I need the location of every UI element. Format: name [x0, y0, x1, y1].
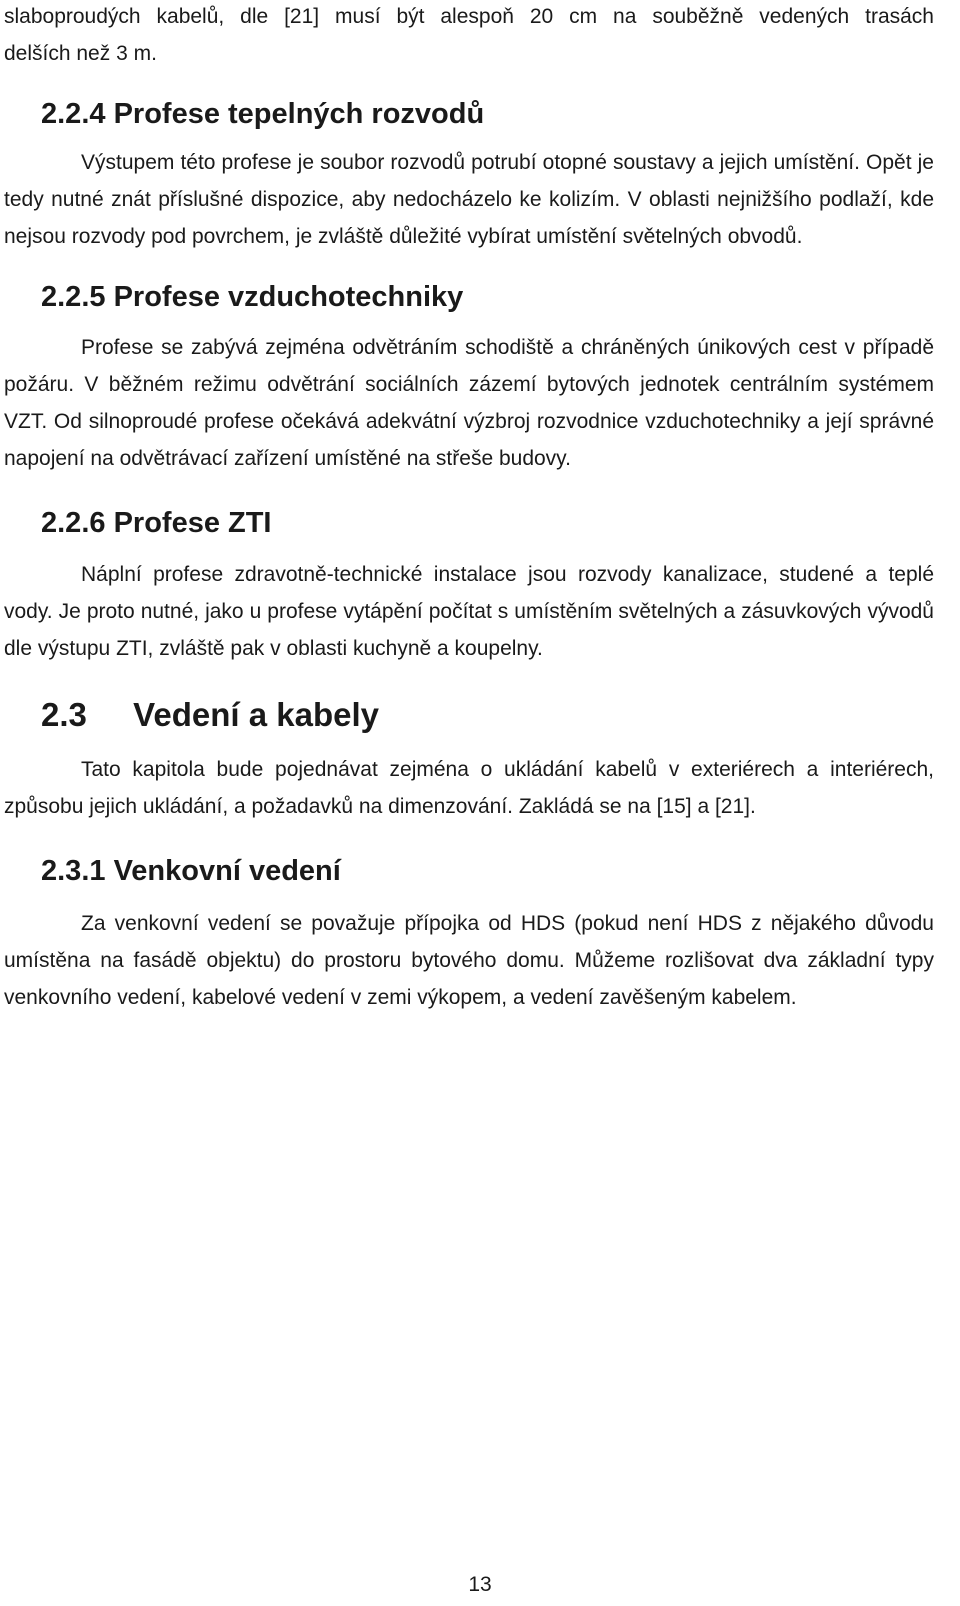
heading-2-3	[4, 693, 934, 737]
section-title: Vedení a kabely	[133, 696, 379, 733]
paragraph-2-2-4: Výstupem této profese je soubor rozvodů potrubí otopné soustavy a jejich umístění. Opět je tedy nutné znát příslušné dispozice, aby nedocházelo ke kolizím. V oblasti nejnižšího podlaží, kde nejsou rozvody pod povrchem, je zvláště důležité vybírat umístění světelných obvodů.	[4, 151, 934, 248]
intro-paragraph	[4, 0, 934, 72]
section-title: Profese ZTI	[113, 507, 272, 539]
heading-2-2-6	[4, 503, 934, 543]
document-page	[4, 0, 934, 1016]
section-number: 2.3	[41, 696, 87, 733]
section-title: Venkovní vedení	[113, 855, 341, 887]
section-number: 2.3.1	[41, 855, 106, 887]
intro-line-2: delších než 3 m.	[4, 42, 157, 65]
section-number: 2.2.4	[41, 98, 106, 130]
section-number: 2.2.5	[41, 281, 106, 313]
heading-2-2-5	[4, 277, 934, 317]
section-title: Profese tepelných rozvodů	[113, 98, 485, 130]
page-number: 13	[468, 1573, 492, 1596]
intro-line-1: slaboproudých kabelů, dle [21] musí být alespoň 20 cm na souběžně vedených trasách	[4, 5, 934, 28]
paragraph-2-3-1: Za venkovní vedení se považuje přípojka od HDS (pokud není HDS z nějakého důvodu umístěna na fasádě objektu) do prostoru bytového domu. Můžeme rozlišovat dva základní typy venkovního vedení, kabelové vedení v zemi výkopem, a vedení zavěšeným kabelem.	[4, 912, 934, 1009]
paragraph-2-3: Tato kapitola bude pojednávat zejména o ukládání kabelů v exteriérech a interiérech, způsobu jejich ukládání, a požadavků na dimenzování. Zakládá se na [15] a [21].	[4, 758, 934, 818]
section-title: Profese vzduchotechniky	[113, 281, 464, 313]
paragraph-2-2-6: Náplní profese zdravotně-technické instalace jsou rozvody kanalizace, studené a teplé vody. Je proto nutné, jako u profese vytápění počítat s umístěním světelných a zásuvkových vývodů dle výstupu ZTI, zvláště pak v oblasti kuchyně a koupelny.	[4, 563, 934, 660]
heading-2-3-1	[4, 851, 934, 891]
paragraph-2-2-5: Profese se zabývá zejména odvětráním schodiště a chráněných únikových cest v případě požáru. V běžném režimu odvětrání sociálních zázemí bytových jednotek centrálním systémem VZT. Od silnoproudé profese očekává adekvátní výzbroj rozvodnice vzduchotechniky a její správné napojení na odvětrávací zařízení umístěné na střeše budovy.	[4, 336, 934, 470]
heading-2-2-4	[4, 94, 934, 134]
section-number: 2.2.6	[41, 507, 106, 539]
